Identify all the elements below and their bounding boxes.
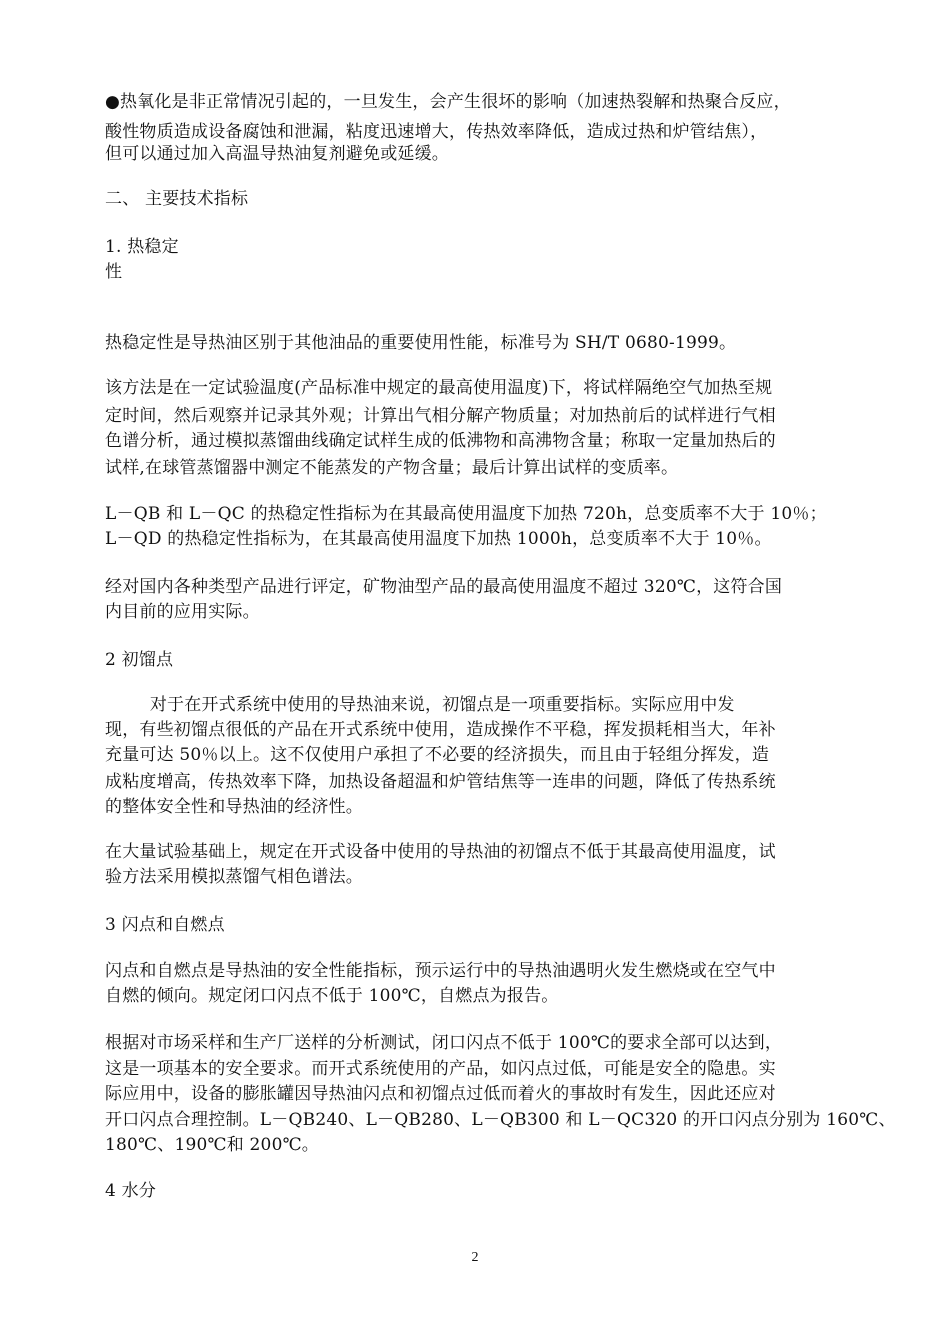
paragraph-line: 酸性物质造成设备腐蚀和泄漏，粘度迅速增大，传热效率降低，造成过热和炉管结焦）， [105, 122, 768, 142]
subsection-heading: 3 闪点和自燃点 [105, 915, 225, 935]
paragraph-line: 闪点和自燃点是导热油的安全性能指标，预示运行中的导热油遇明火发生燃烧或在空气中 [105, 961, 776, 981]
paragraph-line: L－QB 和 L－QC 的热稳定性指标为在其最高使用温度下加热 720h，总变质率不大于 10％； [105, 504, 827, 524]
paragraph-line: 际应用中，设备的膨胀罐因导热油闪点和初馏点过低而着火的事故时有发生，因此还应对 [105, 1084, 776, 1104]
page-number: 2 [471, 1250, 479, 1265]
paragraph-line: 定时间，然后观察并记录其外观；计算出气相分解产物质量；对加热前后的试样进行气相 [105, 406, 776, 426]
paragraph-line: 经对国内各种类型产品进行评定，矿物油型产品的最高使用温度不超过 320℃，这符合国 [105, 577, 783, 597]
paragraph-line: 充量可达 50％以上。这不仅使用户承担了不必要的经济损失，而且由于轻组分挥发，造 [105, 745, 770, 765]
paragraph-line: 在大量试验基础上，规定在开式设备中使用的导热油的初馏点不低于其最高使用温度，试 [105, 842, 776, 862]
paragraph-line: 但可以通过加入高温导热油复剂避免或延缓。 [105, 144, 449, 164]
paragraph-line: 热稳定性是导热油区别于其他油品的重要使用性能，标准号为 SH/T 0680-1999。 [105, 333, 737, 353]
section-heading: 二、 主要技术指标 [105, 189, 249, 209]
paragraph-line: 对于在开式系统中使用的导热油来说，初馏点是一项重要指标。实际应用中发 [105, 695, 735, 715]
paragraph-line: 开口闪点合理控制。L－QB240、L－QB280、L－QB300 和 L－QC320 的开口闪点分别为 160℃、 [105, 1110, 896, 1130]
paragraph-line: 试样,在球管蒸馏器中测定不能蒸发的产物含量；最后计算出试样的变质率。 [105, 458, 679, 478]
paragraph-line: 内目前的应用实际。 [105, 602, 260, 622]
paragraph-line: 成粘度增高，传热效率下降，加热设备超温和炉管结焦等一连串的问题，降低了传热系统 [105, 772, 776, 792]
subsection-heading: 2 初馏点 [105, 650, 174, 670]
paragraph-line: 的整体安全性和导热油的经济性。 [105, 797, 363, 817]
paragraph-line: 现，有些初馏点很低的产品在开式系统中使用，造成操作不平稳，挥发损耗相当大，年补 [105, 720, 776, 740]
paragraph-line: 验方法采用模拟蒸馏气相色谱法。 [105, 867, 363, 887]
paragraph-line: L－QD 的热稳定性指标为，在其最高使用温度下加热 1000h，总变质率不大于 10％。 [105, 529, 772, 549]
subsection-heading: 1. 热稳定 [105, 237, 179, 257]
paragraph-line: 根据对市场采样和生产厂送样的分析测试，闭口闪点不低于 100℃的要求全部可以达到， [105, 1033, 783, 1053]
paragraph-line: 色谱分析，通过模拟蒸馏曲线确定试样生成的低沸物和高沸物含量；称取一定量加热后的 [105, 431, 776, 451]
subsection-heading-continued: 性 [105, 262, 123, 282]
subsection-heading: 4 水分 [105, 1181, 157, 1201]
paragraph-line: 这是一项基本的安全要求。而开式系统使用的产品，如闪点过低，可能是安全的隐患。实 [105, 1059, 776, 1079]
paragraph-line: 该方法是在一定试验温度(产品标准中规定的最高使用温度)下，将试样隔绝空气加热至规 [105, 378, 773, 398]
paragraph-line: 自燃的倾向。规定闭口闪点不低于 100℃，自燃点为报告。 [105, 986, 559, 1006]
paragraph-line: 180℃、190℃和 200℃。 [105, 1135, 319, 1155]
paragraph-line: ●热氧化是非正常情况引起的，一旦发生，会产生很坏的影响（加速热裂解和热聚合反应， [105, 92, 791, 112]
